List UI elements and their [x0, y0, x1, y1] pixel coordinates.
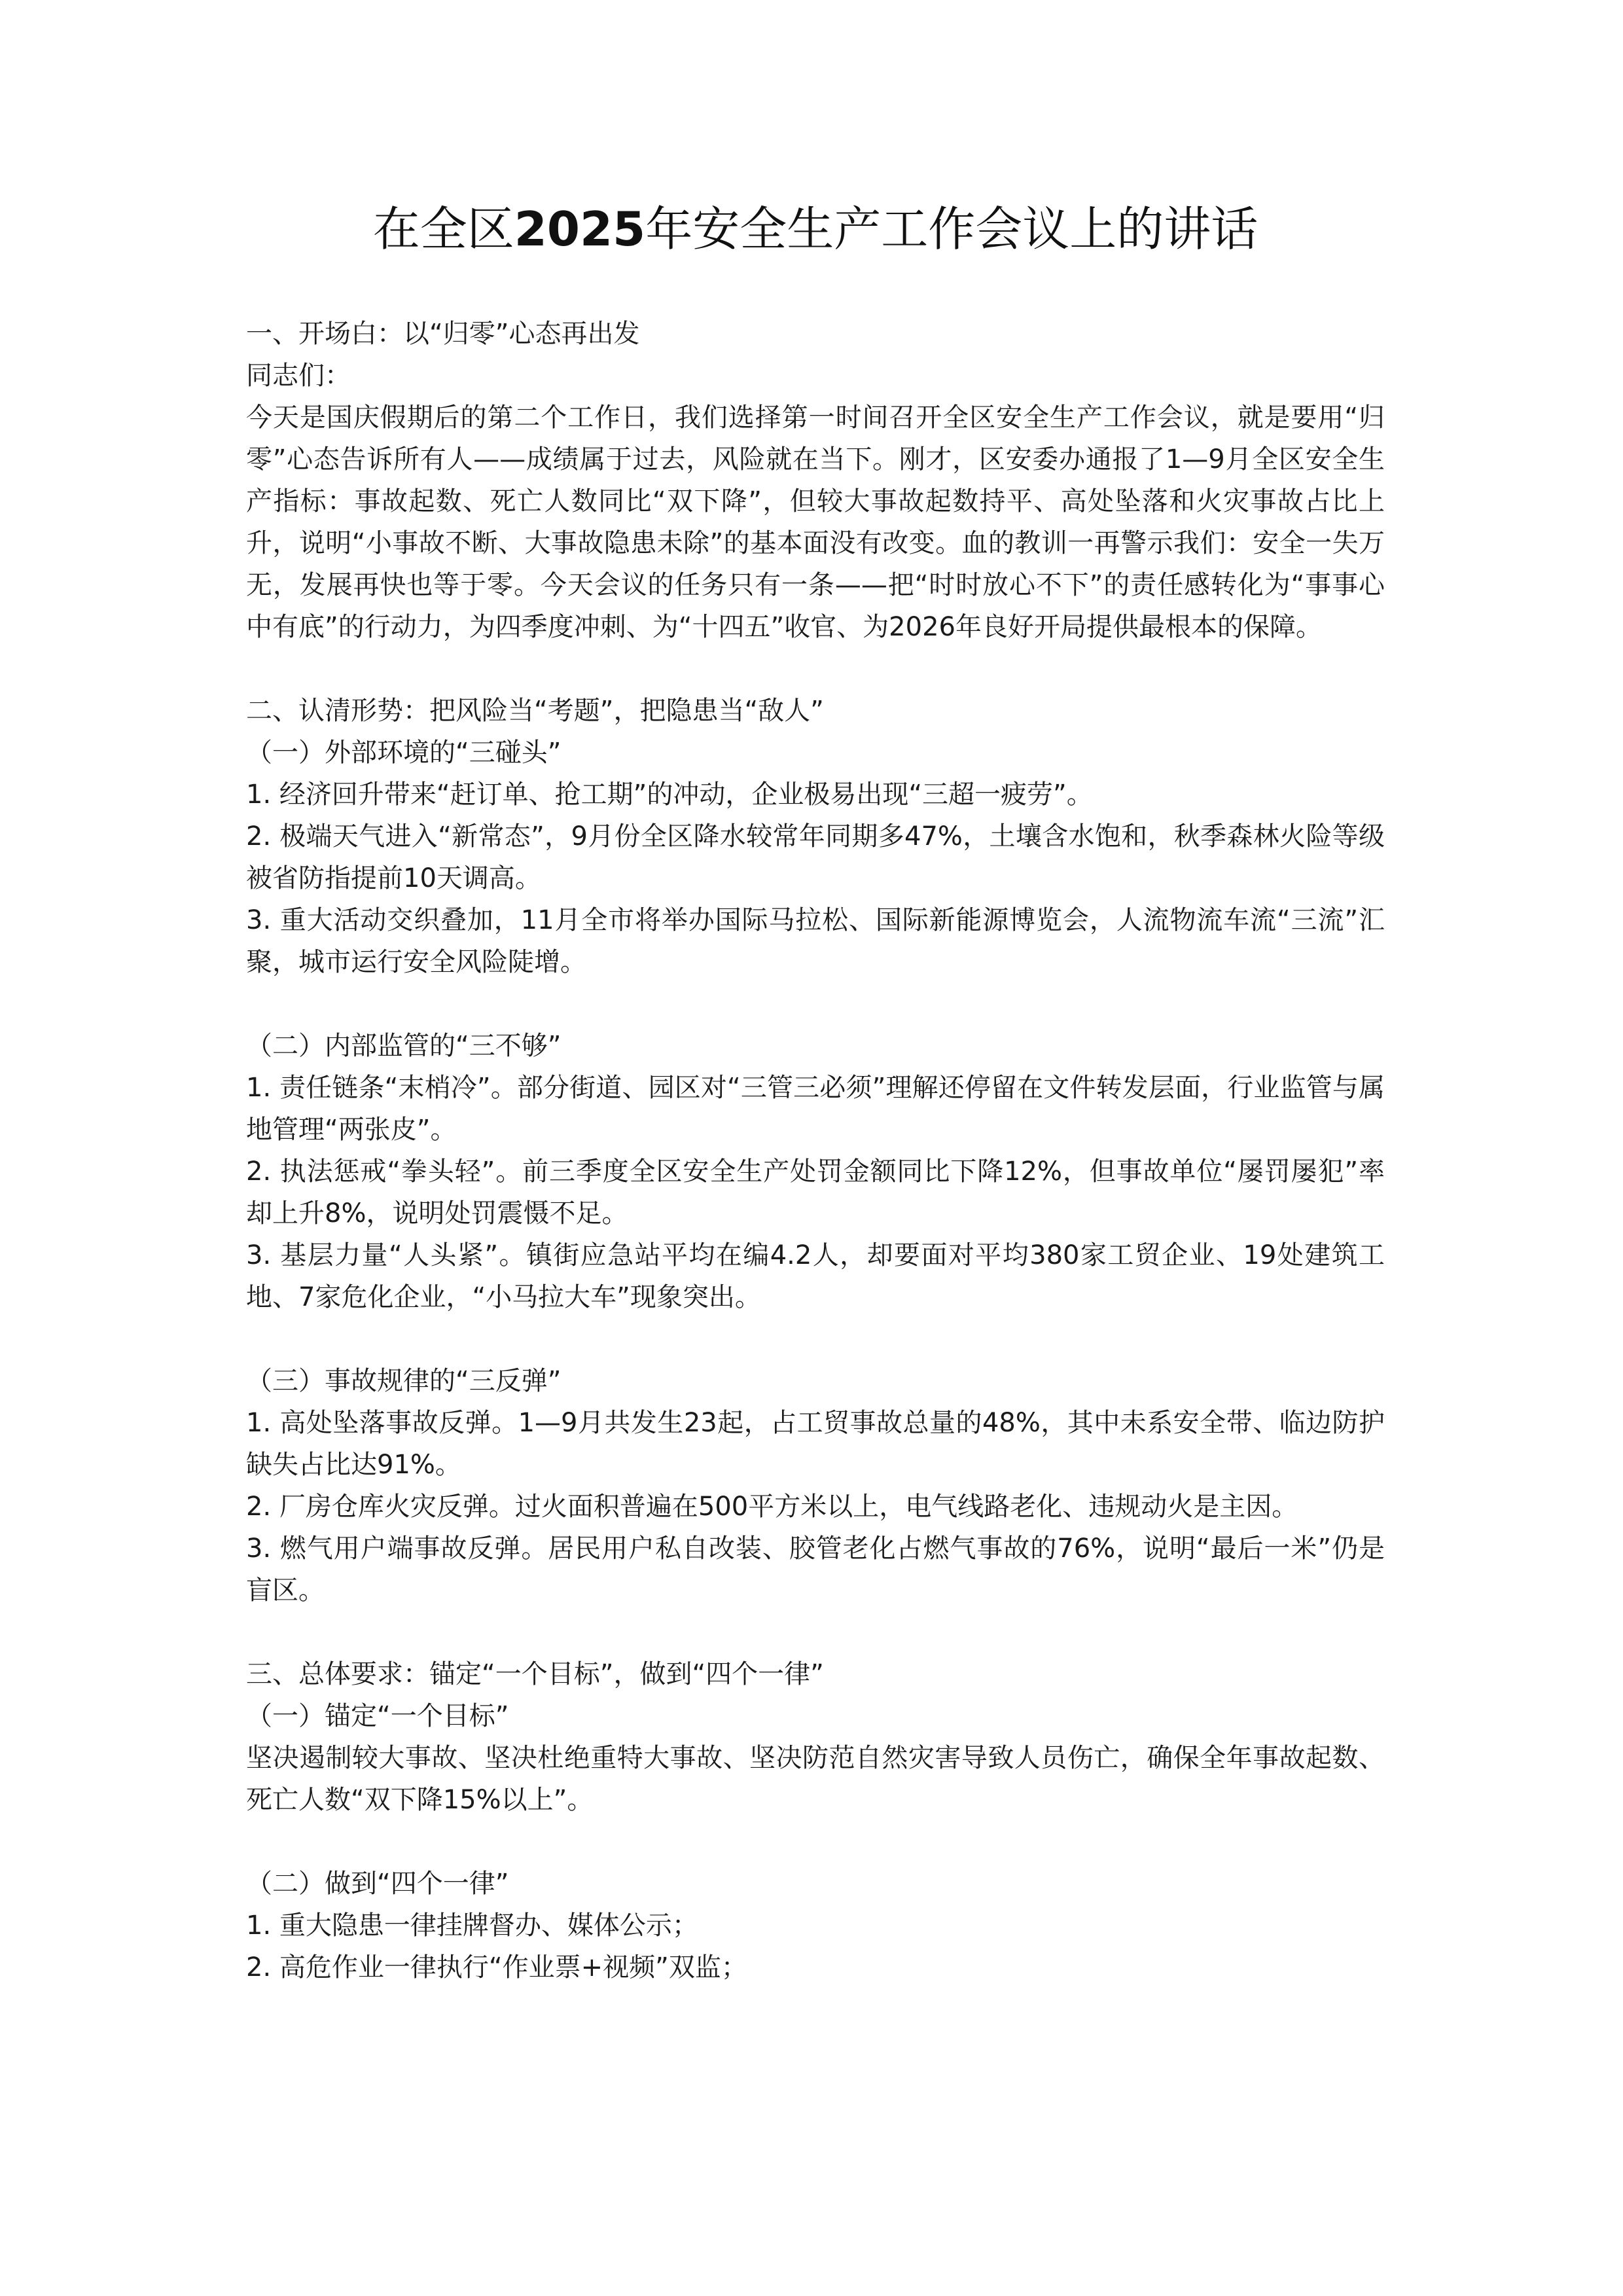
- document-page: [246, 196, 1385, 1988]
- section-1-heading: 一、开场白：以“归零”心态再出发: [246, 319, 640, 349]
- list-item: 3. 燃气用户端事故反弹。居民用户私自改装、胶管老化占燃气事故的76%，说明“最后一米”仍是盲区。: [246, 1534, 1385, 1605]
- list-item: 1. 责任链条“末梢冷”。部分街道、园区对“三管三必须”理解还停留在文件转发层面，行业监管与属地管理“两张皮”。: [246, 1073, 1385, 1145]
- list-item: 1. 重大隐患一律挂牌督办、媒体公示；: [246, 1910, 698, 1941]
- section-2-sub2-heading: （二）内部监管的“三不够”: [246, 1031, 562, 1061]
- section-3-sub2-heading: （二）做到“四个一律”: [246, 1869, 509, 1899]
- list-item: 2. 极端天气进入“新常态”，9月份全区降水较常年同期多47%，土壤含水饱和，秋季森林火险等级被省防指提前10天调高。: [246, 821, 1385, 893]
- document-title: 在全区2025年安全生产工作会议上的讲话: [372, 202, 1258, 257]
- list-item: 2. 高危作业一律执行“作业票+视频”双监；: [246, 1952, 747, 1982]
- section-2-sub3-heading: （三）事故规律的“三反弹”: [246, 1366, 562, 1396]
- spacer: [246, 1821, 1385, 1863]
- section-2-sub1-heading: （一）外部环境的“三碰头”: [246, 738, 562, 768]
- spacer: [246, 648, 1385, 690]
- list-item: 2. 执法惩戒“拳头轻”。前三季度全区安全生产处罚金额同比下降12%，但事故单位“屡罚屡犯”率却上升8%，说明处罚震慑不足。: [246, 1157, 1385, 1229]
- section-3-heading: 三、总体要求：锚定“一个目标”，做到“四个一律”: [246, 1659, 824, 1689]
- section-3-sub1-heading: （一）锚定“一个目标”: [246, 1701, 509, 1731]
- list-item: 1. 高处坠落事故反弹。1—9月共发生23起，占工贸事故总量的48%，其中未系安全带、临边防护缺失占比达91%。: [246, 1408, 1385, 1480]
- section-2-heading: 二、认清形势：把风险当“考题”，把隐患当“敌人”: [246, 696, 824, 726]
- spacer: [246, 1318, 1385, 1360]
- section-1-body: 今天是国庆假期后的第二个工作日，我们选择第一时间召开全区安全生产工作会议，就是要用“归零”心态告诉所有人——成绩属于过去，风险就在当下。刚才，区安委办通报了1—9月全区安全生产指标：事故起数、死亡人数同比“双下降”，但较大事故起数持平、高处坠落和火灾事故占比上升，说明“小事故不断、大事故隐患未除”的基本面没有改变。血的教训一再警示我们：安全一失万无，发展再快也等于零。今天会议的任务只有一条——把“时时放心不下”的责任感转化为“事事心中有底”的行动力，为四季度冲刺、为“十四五”收官、为2026年良好开局提供最根本的保障。: [246, 403, 1385, 642]
- list-item: 1. 经济回升带来“赶订单、抢工期”的冲动，企业极易出现“三超一疲劳”。: [246, 780, 1093, 810]
- list-item: 3. 重大活动交织叠加，11月全市将举办国际马拉松、国际新能源博览会，人流物流车流“三流”汇聚，城市运行安全风险陡增。: [246, 905, 1385, 977]
- spacer: [246, 1611, 1385, 1653]
- spacer: [246, 983, 1385, 1025]
- list-item: 3. 基层力量“人头紧”。镇街应急站平均在编4.2人，却要面对平均380家工贸企业、19处建筑工地、7家危化企业，“小马拉大车”现象突出。: [246, 1240, 1385, 1312]
- greeting: 同志们：: [246, 361, 351, 391]
- list-item: 2. 厂房仓库火灾反弹。过火面积普遍在500平方米以上，电气线路老化、违规动火是主因。: [246, 1492, 1298, 1522]
- section-3-sub1-body: 坚决遏制较大事故、坚决杜绝重特大事故、坚决防范自然灾害导致人员伤亡，确保全年事故起数、死亡人数“双下降15%以上”。: [246, 1743, 1385, 1815]
